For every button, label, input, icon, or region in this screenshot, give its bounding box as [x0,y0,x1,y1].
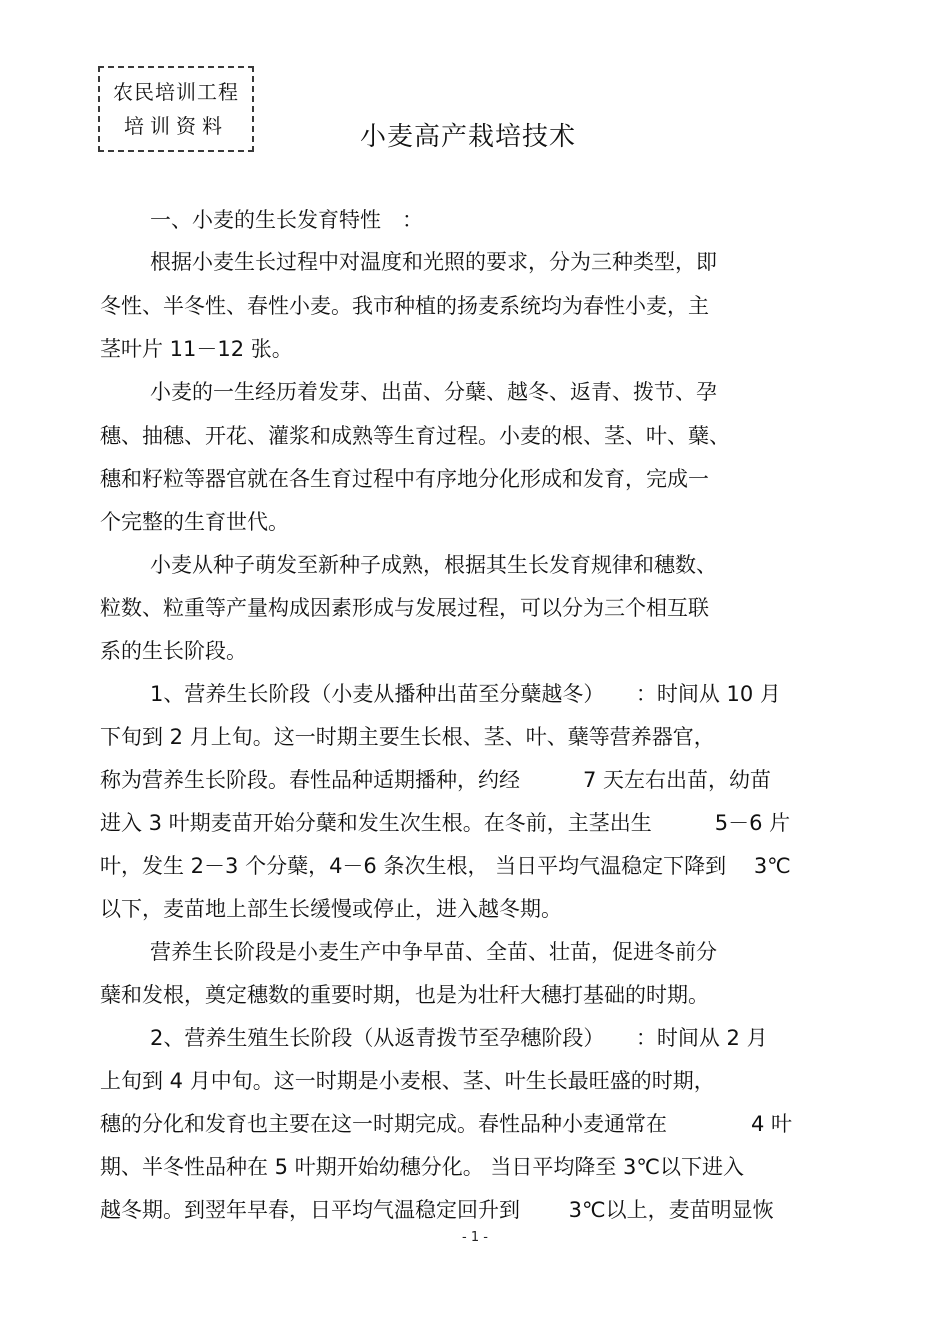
paragraph-line: 1、营养生长阶段（小麦从播种出苗至分蘖越冬） ：时间从 10 月 [150,682,781,706]
document-title: 小麦高产栽培技术 [360,122,577,152]
stamp-box [98,66,254,152]
stamp-line-1: 农民培训工程 [113,80,239,104]
paragraph-line: 越冬期。到翌年早春，日平均气温稳定回升到 3℃以上，麦苗明显恢 [100,1198,774,1222]
paragraph-line: 下旬到 2 月上旬。这一时期主要生长根、茎、叶、蘖等营养器官， [100,725,715,749]
paragraph-line: 根据小麦生长过程中对温度和光照的要求，分为三种类型，即 [150,250,717,274]
paragraph-line: 期、半冬性品种在 5 叶期开始幼穗分化。 当日平均降至 3℃以下进入 [100,1155,745,1179]
paragraph-line: 小麦的一生经历着发芽、出苗、分蘖、越冬、返青、拨节、孕 [150,380,717,404]
paragraph-line: 营养生长阶段是小麦生产中争早苗、全苗、壮苗，促进冬前分 [150,940,717,964]
paragraph-line: 进入 3 叶期麦苗开始分蘖和发生次生根。在冬前，主茎出生 5－6 片 [100,811,791,835]
stamp-line-2: 培训资料 [124,114,228,138]
paragraph-line: 个完整的生育世代。 [100,510,289,534]
paragraph-line: 系的生长阶段。 [100,639,247,663]
paragraph-line: 小麦从种子萌发至新种子成熟，根据其生长发育规律和穗数、 [150,553,717,577]
paragraph-line: 蘖和发根，奠定穗数的重要时期，也是为壮秆大穗打基础的时期。 [100,983,709,1007]
paragraph-line: 粒数、粒重等产量构成因素形成与发展过程，可以分为三个相互联 [100,596,709,620]
paragraph-line: 冬性、半冬性、春性小麦。我市种植的扬麦系统均为春性小麦，主 [100,294,709,318]
paragraph-line: 茎叶片 11－12 张。 [100,337,293,361]
paragraph-line: 以下，麦苗地上部生长缓慢或停止，进入越冬期。 [100,897,562,921]
paragraph-line: 穗的分化和发育也主要在这一时期完成。春性品种小麦通常在 4 叶 [100,1112,793,1136]
paragraph-line: 2、营养生殖生长阶段（从返青拨节至孕穗阶段） ：时间从 2 月 [150,1026,768,1050]
paragraph-line: 叶，发生 2－3 个分蘖，4－6 条次生根， 当日平均气温稳定下降到 3℃ [100,854,791,878]
paragraph-line: 穗、抽穗、开花、灌浆和成熟等生育过程。小麦的根、茎、叶、蘖、 [100,424,730,448]
section-heading: 一、小麦的生长发育特性 ： [150,208,423,232]
paragraph-line: 上旬到 4 月中旬。这一时期是小麦根、茎、叶生长最旺盛的时期， [100,1069,715,1093]
page-number: - 1 - [462,1230,488,1245]
paragraph-line: 穗和籽粒等器官就在各生育过程中有序地分化形成和发育，完成一 [100,467,709,491]
paragraph-line: 称为营养生长阶段。春性品种适期播种，约经 7 天左右出苗，幼苗 [100,768,772,792]
